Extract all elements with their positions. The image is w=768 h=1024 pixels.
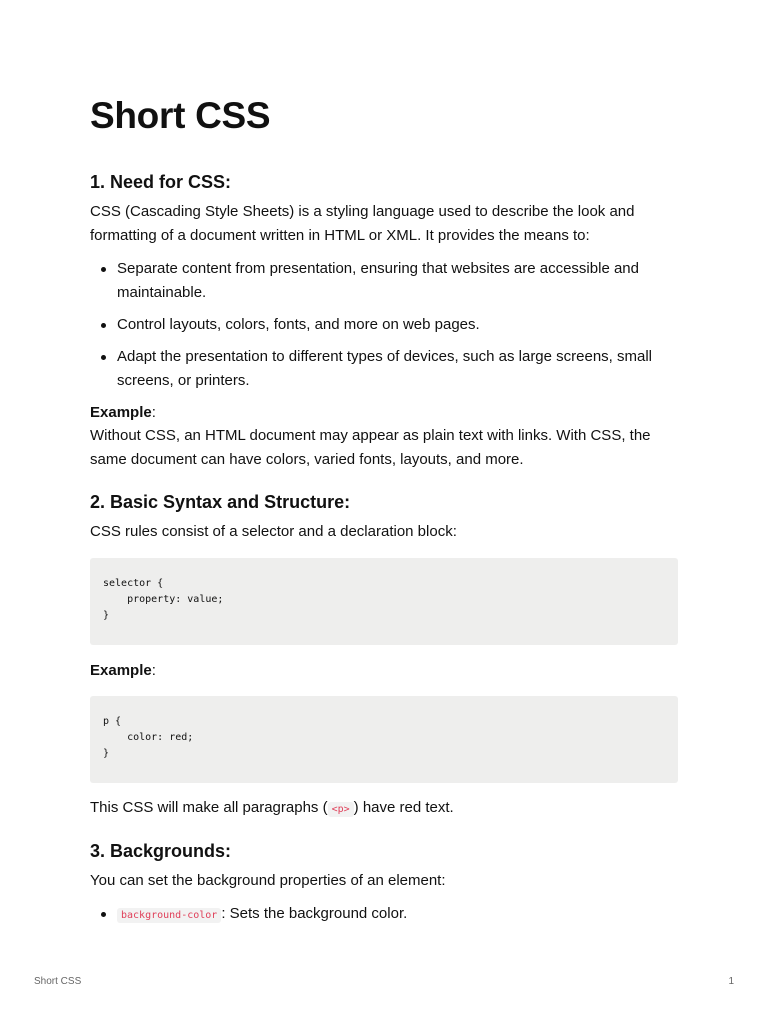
example-label: Example [90,662,152,679]
section2-note [90,796,678,822]
page-title: Short CSS [90,95,271,136]
code-block-syntax: selector { property: value; } [90,558,678,645]
bullet-text: : Sets the background color. [221,905,408,922]
inline-code-p: <p> [328,802,354,817]
list-item: Separate content from presentation, ensuring that websites are accessible and maintainable. [90,257,678,305]
section1-example: Example: [90,404,156,421]
section1-bullet-list [90,257,678,393]
example-label: Example [90,404,152,421]
list-item [90,902,678,928]
section2-example: Example: [90,662,156,679]
code-block-example: p { color: red; } [90,696,678,783]
section1-intro: CSS (Cascading Style Sheets) is a styling language used to describe the look and formatting of a document written in HTML or XML. It provides the means to: [90,203,635,244]
section2-intro: CSS rules consist of a selector and a declaration block: [90,523,457,540]
note-text: ) have red text. [353,799,454,816]
note-text: This CSS will make all paragraphs ( [90,799,328,816]
inline-code-background-color: background-color [117,908,221,923]
section-heading-backgrounds: 3. Backgrounds: [90,841,232,861]
list-item: Control layouts, colors, fonts, and more on web pages. [90,313,678,337]
section1-example-text: Without CSS, an HTML document may appear as plain text with links. With CSS, the same document can have colors, varied fonts, layouts, and more. [90,427,651,468]
section3-intro: You can set the background properties of an element: [90,872,446,889]
section3-bullet-list [90,902,678,928]
section-heading-basic-syntax: 2. Basic Syntax and Structure: [90,492,351,512]
page-number: 1 [728,976,734,987]
footer-title: Short CSS [34,976,82,987]
section-heading-need-for-css: 1. Need for CSS: [90,172,232,192]
list-item: Adapt the presentation to different types of devices, such as large screens, small screens, or printers. [90,345,678,393]
